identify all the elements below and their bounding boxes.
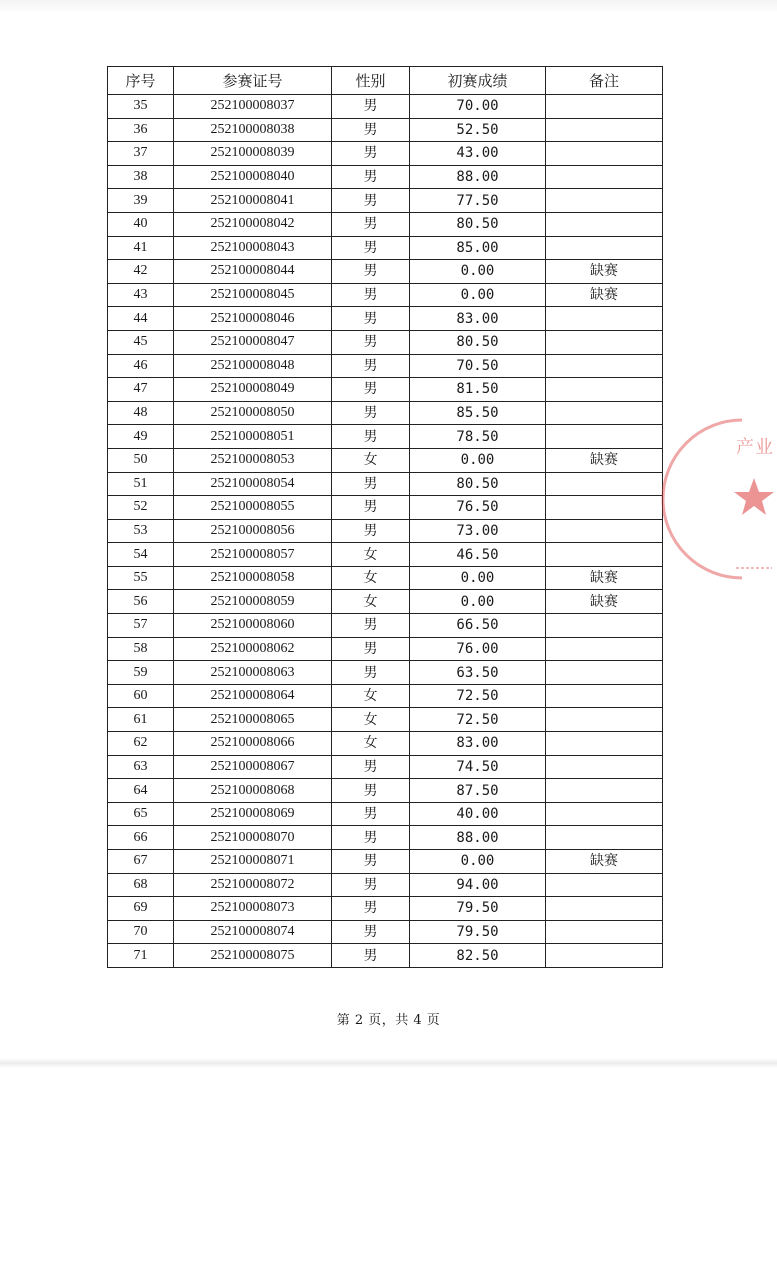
cell-score: 73.00: [410, 519, 546, 543]
cell-index: 44: [108, 307, 174, 331]
cell-index: 61: [108, 708, 174, 732]
header-id: 参赛证号: [174, 67, 332, 95]
cell-participant-id: 252100008047: [174, 330, 332, 354]
cell-participant-id: 252100008038: [174, 118, 332, 142]
table-row: [108, 401, 663, 425]
cell-index: 65: [108, 802, 174, 826]
cell-participant-id: 252100008054: [174, 472, 332, 496]
cell-gender: 女: [332, 566, 410, 590]
cell-note: [546, 212, 663, 236]
cell-index: 68: [108, 873, 174, 897]
cell-index: 62: [108, 732, 174, 756]
cell-gender: 男: [332, 637, 410, 661]
cell-note: [546, 661, 663, 685]
cell-gender: 男: [332, 661, 410, 685]
cell-gender: 男: [332, 236, 410, 260]
table-row: [108, 637, 663, 661]
cell-note: [546, 330, 663, 354]
cell-score: 83.00: [410, 307, 546, 331]
cell-index: 69: [108, 897, 174, 921]
cell-gender: 男: [332, 283, 410, 307]
scan-shadow-top: [0, 0, 777, 14]
cell-score: 0.00: [410, 566, 546, 590]
table-row: [108, 496, 663, 520]
table-row: [108, 95, 663, 119]
table-row: [108, 566, 663, 590]
table-row: [108, 920, 663, 944]
cell-note: [546, 142, 663, 166]
cell-participant-id: 252100008066: [174, 732, 332, 756]
cell-participant-id: 252100008074: [174, 920, 332, 944]
cell-score: 80.50: [410, 212, 546, 236]
cell-note: [546, 543, 663, 567]
cell-note: [546, 354, 663, 378]
cell-score: 76.50: [410, 496, 546, 520]
cell-gender: 女: [332, 448, 410, 472]
cell-index: 50: [108, 448, 174, 472]
header-gender: 性别: [332, 67, 410, 95]
cell-score: 76.00: [410, 637, 546, 661]
cell-index: 64: [108, 779, 174, 803]
table-row: [108, 614, 663, 638]
cell-participant-id: 252100008051: [174, 425, 332, 449]
cell-score: 66.50: [410, 614, 546, 638]
cell-index: 52: [108, 496, 174, 520]
cell-score: 0.00: [410, 448, 546, 472]
cell-index: 47: [108, 378, 174, 402]
cell-gender: 男: [332, 118, 410, 142]
cell-index: 70: [108, 920, 174, 944]
cell-participant-id: 252100008069: [174, 802, 332, 826]
cell-participant-id: 252100008045: [174, 283, 332, 307]
cell-score: 74.50: [410, 755, 546, 779]
cell-participant-id: 252100008039: [174, 142, 332, 166]
cell-gender: 男: [332, 779, 410, 803]
cell-score: 88.00: [410, 165, 546, 189]
cell-gender: 男: [332, 519, 410, 543]
cell-note: [546, 684, 663, 708]
table-row: [108, 354, 663, 378]
cell-gender: 男: [332, 95, 410, 119]
table-row: [108, 779, 663, 803]
cell-index: 60: [108, 684, 174, 708]
cell-note: 缺赛: [546, 566, 663, 590]
cell-gender: 男: [332, 614, 410, 638]
cell-participant-id: 252100008058: [174, 566, 332, 590]
cell-score: 52.50: [410, 118, 546, 142]
cell-index: 53: [108, 519, 174, 543]
cell-note: [546, 779, 663, 803]
cell-index: 57: [108, 614, 174, 638]
cell-note: 缺赛: [546, 590, 663, 614]
table-row: [108, 283, 663, 307]
cell-index: 58: [108, 637, 174, 661]
cell-gender: 男: [332, 802, 410, 826]
table-row: [108, 944, 663, 968]
cell-note: [546, 944, 663, 968]
cell-gender: 男: [332, 944, 410, 968]
cell-score: 88.00: [410, 826, 546, 850]
table-row: [108, 873, 663, 897]
table-row: [108, 661, 663, 685]
cell-participant-id: 252100008073: [174, 897, 332, 921]
cell-index: 63: [108, 755, 174, 779]
cell-gender: 男: [332, 165, 410, 189]
cell-participant-id: 252100008062: [174, 637, 332, 661]
cell-score: 0.00: [410, 590, 546, 614]
cell-index: 54: [108, 543, 174, 567]
cell-gender: 男: [332, 472, 410, 496]
cell-participant-id: 252100008064: [174, 684, 332, 708]
cell-gender: 男: [332, 307, 410, 331]
table-row: [108, 850, 663, 874]
cell-index: 38: [108, 165, 174, 189]
table-row: [108, 732, 663, 756]
cell-gender: 男: [332, 897, 410, 921]
table-row: [108, 519, 663, 543]
cell-note: [546, 637, 663, 661]
cell-gender: 男: [332, 755, 410, 779]
cell-participant-id: 252100008070: [174, 826, 332, 850]
cell-participant-id: 252100008050: [174, 401, 332, 425]
cell-score: 77.50: [410, 189, 546, 213]
cell-participant-id: 252100008043: [174, 236, 332, 260]
cell-participant-id: 252100008060: [174, 614, 332, 638]
cell-score: 85.00: [410, 236, 546, 260]
cell-gender: 男: [332, 330, 410, 354]
table-row: [108, 684, 663, 708]
cell-note: [546, 496, 663, 520]
cell-score: 80.50: [410, 330, 546, 354]
cell-score: 70.50: [410, 354, 546, 378]
cell-score: 85.50: [410, 401, 546, 425]
cell-note: [546, 708, 663, 732]
cell-index: 37: [108, 142, 174, 166]
cell-participant-id: 252100008063: [174, 661, 332, 685]
table-row: [108, 378, 663, 402]
table-row: [108, 472, 663, 496]
cell-participant-id: 252100008055: [174, 496, 332, 520]
cell-participant-id: 252100008059: [174, 590, 332, 614]
cell-index: 36: [108, 118, 174, 142]
cell-index: 35: [108, 95, 174, 119]
cell-note: [546, 118, 663, 142]
cell-index: 45: [108, 330, 174, 354]
cell-note: 缺赛: [546, 283, 663, 307]
cell-gender: 女: [332, 543, 410, 567]
cell-index: 66: [108, 826, 174, 850]
table-row: [108, 826, 663, 850]
cell-participant-id: 252100008046: [174, 307, 332, 331]
cell-participant-id: 252100008056: [174, 519, 332, 543]
table-header-row: [108, 67, 663, 95]
table-row: [108, 755, 663, 779]
table-row: [108, 448, 663, 472]
cell-gender: 男: [332, 850, 410, 874]
cell-gender: 男: [332, 425, 410, 449]
cell-participant-id: 252100008044: [174, 260, 332, 284]
table-row: [108, 330, 663, 354]
cell-participant-id: 252100008075: [174, 944, 332, 968]
cell-index: 46: [108, 354, 174, 378]
cell-note: [546, 755, 663, 779]
cell-participant-id: 252100008049: [174, 378, 332, 402]
table-row: [108, 118, 663, 142]
cell-index: 49: [108, 425, 174, 449]
cell-note: [546, 920, 663, 944]
score-table: [107, 66, 663, 968]
cell-score: 46.50: [410, 543, 546, 567]
cell-participant-id: 252100008042: [174, 212, 332, 236]
cell-gender: 男: [332, 189, 410, 213]
cell-gender: 男: [332, 142, 410, 166]
cell-gender: 男: [332, 378, 410, 402]
page-footer: 第 2 页，共 4 页: [336, 1013, 441, 1028]
cell-note: [546, 826, 663, 850]
table-row: [108, 590, 663, 614]
cell-participant-id: 252100008053: [174, 448, 332, 472]
table-row: [108, 802, 663, 826]
table-row: [108, 189, 663, 213]
cell-participant-id: 252100008041: [174, 189, 332, 213]
table-row: [108, 543, 663, 567]
cell-note: [546, 189, 663, 213]
cell-index: 56: [108, 590, 174, 614]
cell-note: [546, 307, 663, 331]
cell-score: 79.50: [410, 897, 546, 921]
cell-note: [546, 401, 663, 425]
cell-score: 0.00: [410, 283, 546, 307]
cell-score: 70.00: [410, 95, 546, 119]
cell-score: 94.00: [410, 873, 546, 897]
table-row: [108, 236, 663, 260]
scan-shadow-bottom: [0, 1058, 777, 1068]
cell-gender: 女: [332, 590, 410, 614]
cell-index: 59: [108, 661, 174, 685]
cell-gender: 男: [332, 212, 410, 236]
table-row: [108, 165, 663, 189]
cell-participant-id: 252100008071: [174, 850, 332, 874]
cell-gender: 男: [332, 826, 410, 850]
cell-score: 79.50: [410, 920, 546, 944]
cell-participant-id: 252100008065: [174, 708, 332, 732]
cell-index: 67: [108, 850, 174, 874]
cell-note: [546, 897, 663, 921]
cell-gender: 男: [332, 920, 410, 944]
table-row: [108, 142, 663, 166]
cell-note: [546, 802, 663, 826]
cell-score: 43.00: [410, 142, 546, 166]
cell-index: 55: [108, 566, 174, 590]
cell-gender: 女: [332, 732, 410, 756]
cell-gender: 男: [332, 496, 410, 520]
cell-score: 40.00: [410, 802, 546, 826]
cell-note: 缺赛: [546, 448, 663, 472]
cell-score: 0.00: [410, 260, 546, 284]
cell-note: [546, 95, 663, 119]
cell-score: 72.50: [410, 684, 546, 708]
cell-score: 82.50: [410, 944, 546, 968]
cell-index: 51: [108, 472, 174, 496]
table-body: [108, 95, 663, 968]
cell-note: [546, 236, 663, 260]
cell-participant-id: 252100008037: [174, 95, 332, 119]
cell-score: 72.50: [410, 708, 546, 732]
cell-index: 43: [108, 283, 174, 307]
cell-score: 63.50: [410, 661, 546, 685]
table-row: [108, 708, 663, 732]
cell-note: 缺赛: [546, 260, 663, 284]
table-row: [108, 425, 663, 449]
cell-note: [546, 472, 663, 496]
table-row: [108, 212, 663, 236]
cell-note: [546, 425, 663, 449]
table-row: [108, 260, 663, 284]
cell-score: 87.50: [410, 779, 546, 803]
cell-index: 71: [108, 944, 174, 968]
cell-gender: 女: [332, 708, 410, 732]
cell-gender: 男: [332, 873, 410, 897]
cell-participant-id: 252100008072: [174, 873, 332, 897]
cell-gender: 男: [332, 354, 410, 378]
cell-participant-id: 252100008067: [174, 755, 332, 779]
cell-note: [546, 519, 663, 543]
table-row: [108, 897, 663, 921]
cell-participant-id: 252100008057: [174, 543, 332, 567]
header-note: 备注: [546, 67, 663, 95]
cell-index: 48: [108, 401, 174, 425]
cell-note: [546, 873, 663, 897]
cell-index: 41: [108, 236, 174, 260]
header-index: 序号: [108, 67, 174, 95]
cell-note: [546, 732, 663, 756]
stamp-star: [734, 478, 774, 515]
header-score: 初赛成绩: [410, 67, 546, 95]
cell-index: 40: [108, 212, 174, 236]
cell-participant-id: 252100008040: [174, 165, 332, 189]
cell-gender: 男: [332, 401, 410, 425]
cell-index: 39: [108, 189, 174, 213]
cell-note: [546, 165, 663, 189]
cell-index: 42: [108, 260, 174, 284]
cell-participant-id: 252100008068: [174, 779, 332, 803]
cell-gender: 男: [332, 260, 410, 284]
cell-score: 0.00: [410, 850, 546, 874]
cell-score: 81.50: [410, 378, 546, 402]
cell-note: [546, 378, 663, 402]
cell-gender: 女: [332, 684, 410, 708]
cell-score: 80.50: [410, 472, 546, 496]
cell-participant-id: 252100008048: [174, 354, 332, 378]
table-row: [108, 307, 663, 331]
cell-note: [546, 614, 663, 638]
stamp-text: 产业: [736, 437, 774, 458]
cell-score: 83.00: [410, 732, 546, 756]
cell-note: 缺赛: [546, 850, 663, 874]
cell-score: 78.50: [410, 425, 546, 449]
